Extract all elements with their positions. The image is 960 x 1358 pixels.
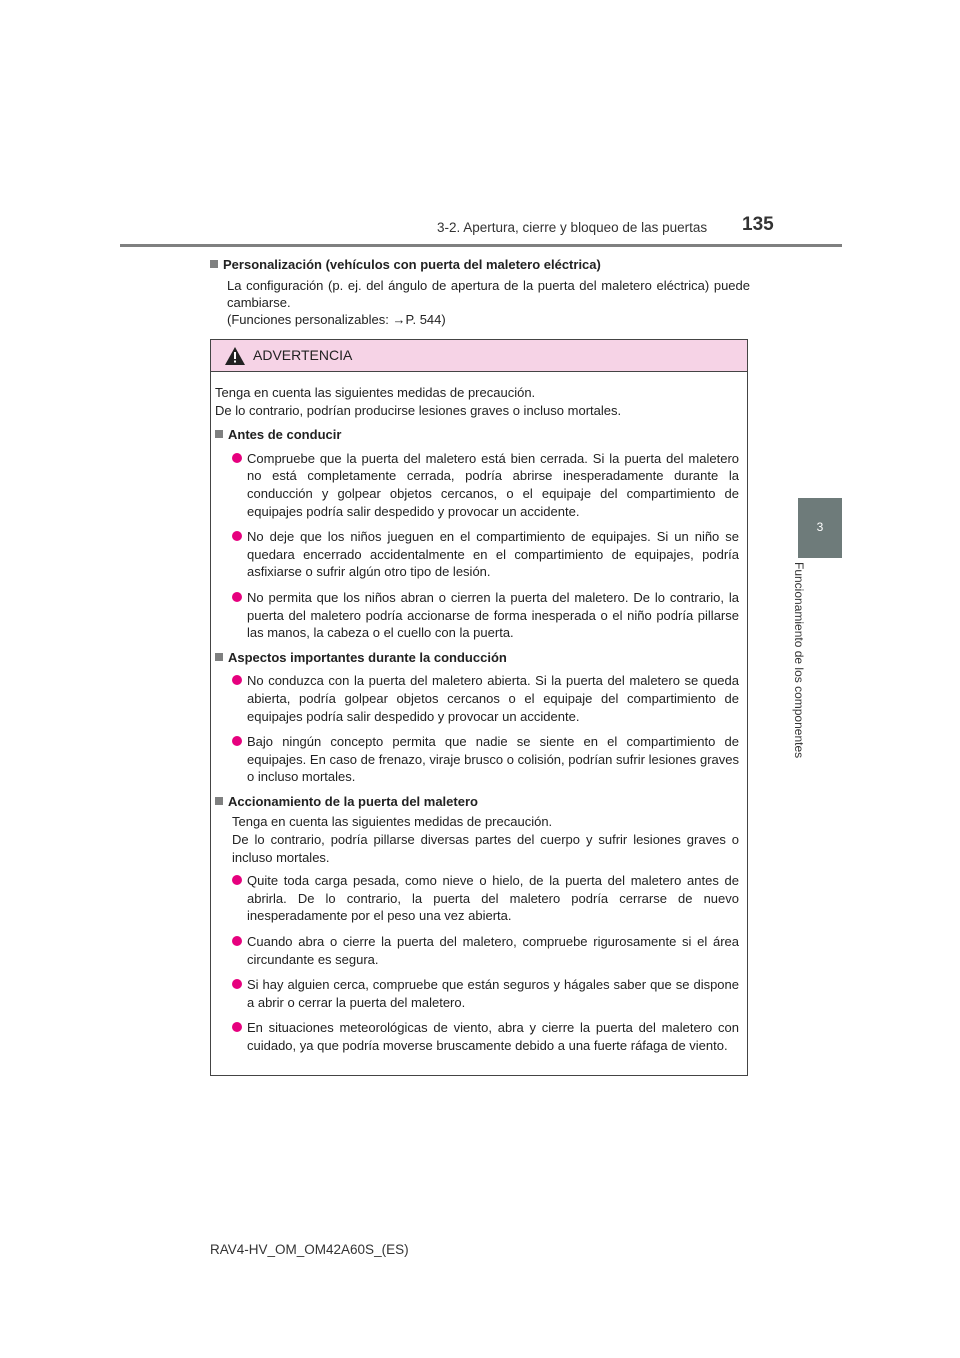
document-code: RAV4-HV_OM_OM42A60S_(ES) [210, 1242, 409, 1257]
chapter-side-label: Funcionamiento de los componentes [792, 562, 806, 759]
bullet-dot-icon [232, 1022, 242, 1032]
warning-group-title: Accionamiento de la puerta del maletero [215, 793, 739, 811]
bullet-dot-icon [232, 675, 242, 685]
customization-title: Personalización (vehículos con puerta del maletero eléctrica) [210, 256, 750, 273]
warning-intro: Tenga en cuenta las siguientes medidas de precaución. [215, 385, 536, 400]
square-bullet-icon [215, 430, 223, 438]
chapter-tab [798, 498, 842, 558]
bullet-dot-icon [232, 979, 242, 989]
chapter-tab-number: 3 [816, 520, 824, 534]
warning-item: Cuando abra o cierre la puerta del maletero, compruebe rigurosamente si el área circundante es segura. [215, 933, 739, 968]
bullet-dot-icon [232, 453, 242, 463]
warning-item: No deje que los niños jueguen en el compartimiento de equipajes. Si un niño se quedara encerrado accidentalmente en el compartimiento de equipajes, podría asfixiarse o sufrir algún otro tipo de lesión. [215, 528, 739, 581]
warning-group-title: Antes de conducir [215, 426, 739, 444]
bullet-dot-icon [232, 531, 242, 541]
customization-body [210, 277, 750, 328]
warning-item: No permita que los niños abran o cierren la puerta del maletero. De lo contrario, la puerta del maletero podría accionarse de forma inesperada o el niño podría pillarse las manos, la cabeza o el cuello con la puerta. [215, 589, 739, 642]
warning-item: Bajo ningún concepto permita que nadie se siente en el compartimiento de equipajes. En caso de frenazo, viraje brusco o colisión, podrían sufrir lesiones graves o incluso mortales. [215, 733, 739, 786]
customization-line: La configuración (p. ej. del ángulo de apertura de la puerta del maletero eléctrica) puede cambiarse. [227, 278, 750, 310]
warning-item: En situaciones meteorológicas de viento, abra y cierre la puerta del maletero con cuidado, ya que podría moverse bruscamente debido a una fuerte ráfaga de viento. [215, 1019, 739, 1054]
square-bullet-icon [210, 260, 218, 268]
customization-reference: (Funciones personalizables: →P. 544) [227, 312, 446, 327]
warning-item: Si hay alguien cerca, compruebe que están seguros y hágales saber que se dispone a abrir o cerrar la puerta del maletero. [215, 976, 739, 1011]
warning-item: No conduzca con la puerta del maletero abierta. Si la puerta del maletero se queda abierta, podría golpear objetos cercanos o el equipaje del compartimiento de equipajes podría salir despedido y provocar un accidente. [215, 672, 739, 725]
warning-intro: De lo contrario, podrían producirse lesiones graves o incluso mortales. [215, 402, 622, 418]
header-rule [120, 244, 842, 247]
warning-header [211, 340, 747, 372]
warning-triangle-icon [225, 347, 245, 365]
warning-heading: ADVERTENCIA [253, 347, 353, 363]
bullet-dot-icon [232, 875, 242, 885]
bullet-dot-icon [232, 936, 242, 946]
warning-group-text-line: De lo contrario, podría pillarse diversas partes del cuerpo y sufrir lesiones graves o incluso mortales. [232, 832, 739, 865]
square-bullet-icon [215, 797, 223, 805]
warning-box [210, 339, 748, 1076]
bullet-dot-icon [232, 592, 242, 602]
warning-body [211, 372, 747, 1055]
page-number: 135 [742, 214, 774, 235]
bullet-dot-icon [232, 736, 242, 746]
page-header-section: 3-2. Apertura, cierre y bloqueo de las puertas [437, 220, 708, 235]
warning-group-title: Aspectos importantes durante la conducción [215, 649, 739, 667]
warning-group-text-line: Tenga en cuenta las siguientes medidas de precaución. [232, 814, 553, 830]
customization-section [210, 256, 750, 328]
warning-item: Quite toda carga pesada, como nieve o hielo, de la puerta del maletero antes de abrirla. De lo contrario, la puerta del maletero podría cerrarse de nuevo inesperadamente por el peso una vez abierta. [215, 872, 739, 925]
square-bullet-icon [215, 653, 223, 661]
warning-item: Compruebe que la puerta del maletero está bien cerrada. Si la puerta del maletero no está completamente cerrada, podría abrirse inesperadamente durante la conducción y golpear objetos cercanos, o el equipaje del compartimiento de equipajes podría salir despedido y provocar un accidente. [215, 450, 739, 520]
warning-group-text [215, 813, 739, 866]
